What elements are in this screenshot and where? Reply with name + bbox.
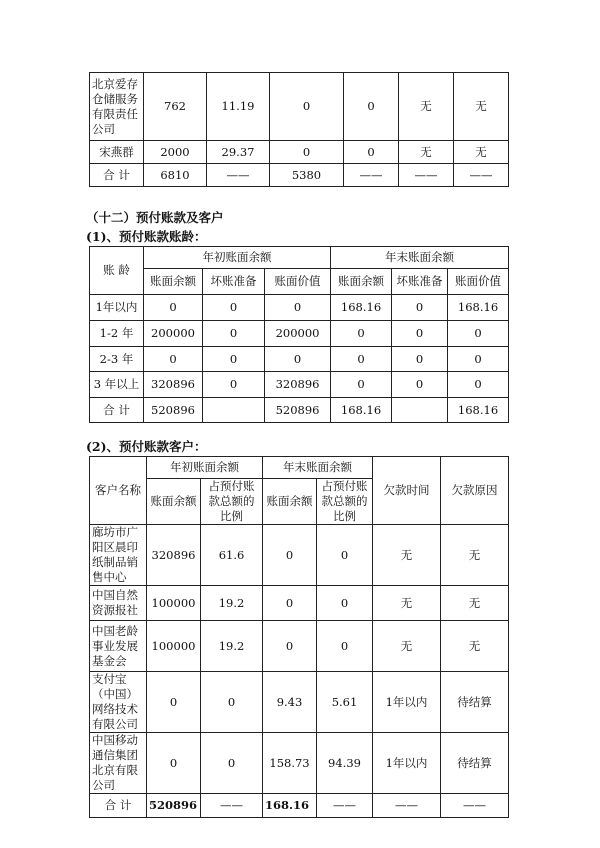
customers-table <box>89 456 509 818</box>
table-cell: 762 <box>144 73 207 141</box>
table-cell: 无 <box>441 586 509 621</box>
table-cell: 1年以内 <box>90 295 144 321</box>
subheader-row <box>90 269 509 295</box>
section-title: （十二）预付账款及客户 <box>86 210 224 225</box>
table-cell: 2000 <box>144 141 207 164</box>
table-cell: —— <box>399 164 454 187</box>
company-name: 北京爱存仓储服务有限责任公司 <box>90 73 144 141</box>
table-cell: 待结算 <box>441 672 509 733</box>
table-cell: 6810 <box>144 164 207 187</box>
table-cell: 61.6 <box>201 525 263 586</box>
table-cell: 0 <box>263 621 317 672</box>
table-cell: 520896 <box>147 794 201 818</box>
table-cell: 0 <box>317 621 373 672</box>
table-cell: 0 <box>144 347 203 372</box>
table-cell: —— <box>344 164 399 187</box>
table-cell: 合 计 <box>90 794 147 818</box>
table-row <box>90 347 509 372</box>
table-cell: 0 <box>203 295 265 321</box>
table-cell: 无 <box>441 621 509 672</box>
table-cell: —— <box>454 164 509 187</box>
total-row <box>90 164 509 187</box>
table-row <box>90 295 509 321</box>
table-cell: 320896 <box>144 372 203 398</box>
customer-name: 支付宝（中国）网络技术有限公司 <box>90 672 147 733</box>
table-cell: 1年以内 <box>373 733 441 794</box>
customer-name: 中国老龄事业发展基金会 <box>90 621 147 672</box>
table-cell: 320896 <box>265 372 331 398</box>
table-row <box>90 672 509 733</box>
table-row <box>90 733 509 794</box>
table-cell: 5380 <box>270 164 344 187</box>
subsection-title-customers: (2)、预付账款客户： <box>86 439 207 454</box>
table-row <box>90 73 509 141</box>
age-header: 账 龄 <box>90 247 144 295</box>
table-cell: 0 <box>331 347 392 372</box>
table-cell: 合 计 <box>90 164 144 187</box>
col-header: 账面余额 <box>331 269 392 295</box>
end-header: 年末账面余额 <box>331 247 509 269</box>
table-cell: 无 <box>454 73 509 141</box>
table-cell: 168.16 <box>331 295 392 321</box>
table-cell: 0 <box>144 295 203 321</box>
table-cell: 0 <box>392 347 448 372</box>
total-row <box>90 794 509 818</box>
table-cell: 3 年以上 <box>90 372 144 398</box>
table-cell <box>203 398 265 423</box>
table-cell: —— <box>441 794 509 818</box>
customer-name: 中国移动通信集团北京有限公司 <box>90 733 147 794</box>
table-cell: 0 <box>331 372 392 398</box>
customer-name: 中国自然资源报社 <box>90 586 147 621</box>
table-cell: 无 <box>399 141 454 164</box>
begin-header: 年初账面余额 <box>147 457 263 479</box>
table-cell: 0 <box>331 321 392 347</box>
begin-header: 年初账面余额 <box>144 247 331 269</box>
table-cell: 无 <box>441 525 509 586</box>
table-cell: 无 <box>373 525 441 586</box>
table-cell: 168.16 <box>263 794 317 818</box>
table-cell: 合 计 <box>90 398 144 423</box>
col-header: 坏账准备 <box>203 269 265 295</box>
table-cell: 0 <box>201 733 263 794</box>
col-header: 账面余额 <box>144 269 203 295</box>
table-cell: 0 <box>392 321 448 347</box>
table-cell: 0 <box>203 372 265 398</box>
table-cell: 94.39 <box>317 733 373 794</box>
table-cell: 200000 <box>144 321 203 347</box>
table-cell: —— <box>207 164 270 187</box>
table-row <box>90 586 509 621</box>
table-cell: 100000 <box>147 621 201 672</box>
table-cell: 158.73 <box>263 733 317 794</box>
table-cell: 29.37 <box>207 141 270 164</box>
table-cell: 100000 <box>147 586 201 621</box>
table-cell: 320896 <box>147 525 201 586</box>
table-cell: 0 <box>392 372 448 398</box>
table-cell: 无 <box>373 621 441 672</box>
table-cell: 0 <box>265 347 331 372</box>
table-cell: 520896 <box>265 398 331 423</box>
table-cell: —— <box>373 794 441 818</box>
table-cell: 0 <box>448 321 509 347</box>
time-header: 欠款时间 <box>373 457 441 525</box>
table-cell: 0 <box>344 73 399 141</box>
previous-table <box>89 72 509 187</box>
table-cell: 168.16 <box>448 295 509 321</box>
col-header: 账面余额 <box>147 479 201 525</box>
table-cell: 0 <box>203 347 265 372</box>
total-row <box>90 398 509 423</box>
table-cell: 9.43 <box>263 672 317 733</box>
table-cell: 1年以内 <box>373 672 441 733</box>
table-cell: 0 <box>203 321 265 347</box>
table-cell: —— <box>201 794 263 818</box>
table-cell: 11.19 <box>207 73 270 141</box>
table-row <box>90 372 509 398</box>
table-cell: 200000 <box>265 321 331 347</box>
header-row <box>90 247 509 269</box>
table-cell: 0 <box>448 372 509 398</box>
table-cell: 0 <box>265 295 331 321</box>
end-header: 年末账面余额 <box>263 457 373 479</box>
col-header: 账面价值 <box>265 269 331 295</box>
table-cell: 5.61 <box>317 672 373 733</box>
table-cell: 0 <box>201 672 263 733</box>
table-cell: 168.16 <box>448 398 509 423</box>
table-cell: 0 <box>147 672 201 733</box>
table-cell: 19.2 <box>201 586 263 621</box>
table-cell: 待结算 <box>441 733 509 794</box>
table-cell: 2-3 年 <box>90 347 144 372</box>
table-row <box>90 525 509 586</box>
table-cell: 无 <box>373 586 441 621</box>
col-header: 占预付账款总额的比例 <box>201 479 263 525</box>
table-row <box>90 321 509 347</box>
table-cell: 1-2 年 <box>90 321 144 347</box>
company-name: 宋燕群 <box>90 141 144 164</box>
col-header: 账面价值 <box>448 269 509 295</box>
reason-header: 欠款原因 <box>441 457 509 525</box>
subsection-title-aging: (1)、预付账款账龄： <box>86 229 207 244</box>
table-cell <box>392 398 448 423</box>
table-cell: 19.2 <box>201 621 263 672</box>
table-cell: 0 <box>392 295 448 321</box>
table-cell: 168.16 <box>331 398 392 423</box>
col-header: 占预付账款总额的比例 <box>317 479 373 525</box>
table-cell: 0 <box>263 525 317 586</box>
table-cell: 0 <box>270 73 344 141</box>
table-cell: 0 <box>263 586 317 621</box>
table-cell: —— <box>317 794 373 818</box>
col-header: 坏账准备 <box>392 269 448 295</box>
table-row <box>90 621 509 672</box>
table-row <box>90 141 509 164</box>
table-cell: 0 <box>317 525 373 586</box>
table-cell: 0 <box>317 586 373 621</box>
table-cell: 0 <box>344 141 399 164</box>
table-cell: 0 <box>448 347 509 372</box>
col-header: 账面余额 <box>263 479 317 525</box>
aging-table <box>89 246 509 423</box>
table-cell: 无 <box>399 73 454 141</box>
customer-name: 廊坊市广阳区晨印纸制品销售中心 <box>90 525 147 586</box>
table-cell: 0 <box>270 141 344 164</box>
customer-name-header: 客户名称 <box>90 457 147 525</box>
table-cell: 520896 <box>144 398 203 423</box>
table-cell: 0 <box>147 733 201 794</box>
header-row <box>90 457 509 479</box>
table-cell: 无 <box>454 141 509 164</box>
